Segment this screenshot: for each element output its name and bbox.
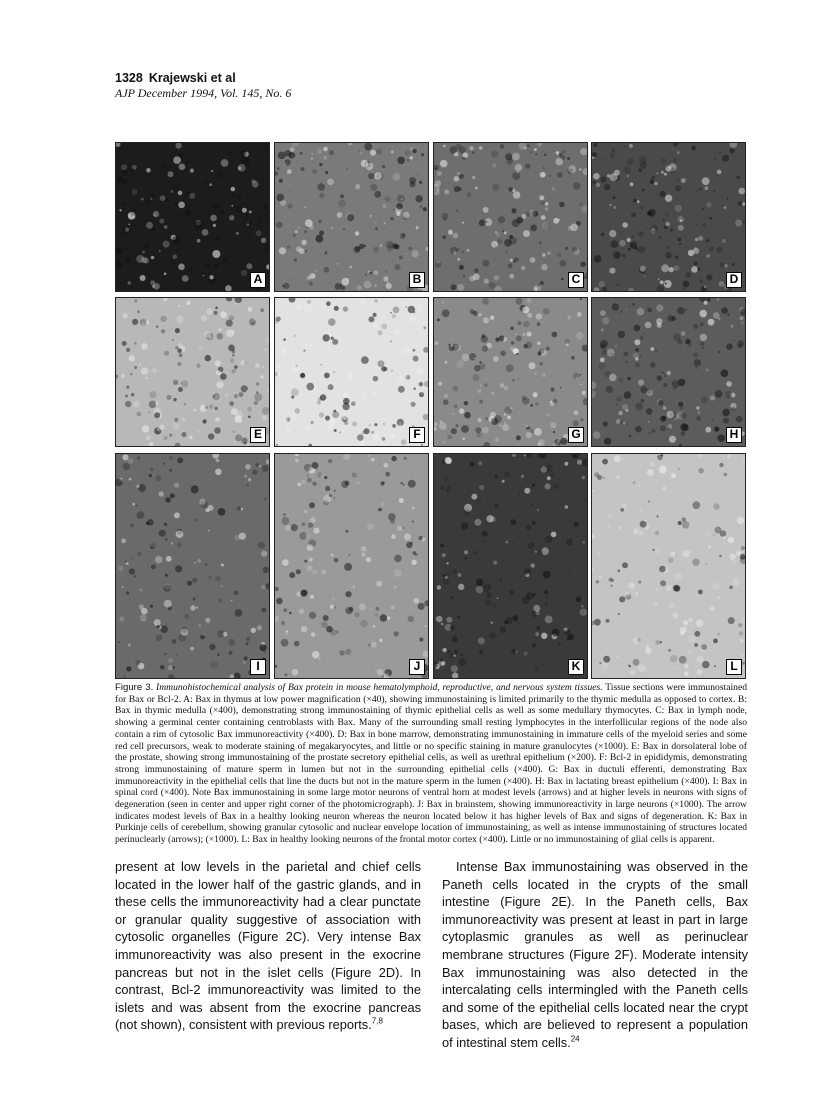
panel-d <box>591 142 746 292</box>
micrograph-c <box>434 143 587 291</box>
header-line-1 <box>115 71 675 86</box>
body-column-right <box>442 858 748 1052</box>
panel-c <box>433 142 588 292</box>
panel-g <box>433 297 588 447</box>
caption-title: Immunohistochemical analysis of Bax protein in mouse hematolymphoid, reproductive, and nervous system tissues. <box>156 682 603 693</box>
paragraph-text: present at low levels in the parietal and chief cells located in the lower half of the gastric glands, and in these cells the immunoreactivity had a clear punctate or granular quality suggestive of association with cytosolic organelles (Figure 2C). Very intense Bax immunoreactivity was also present in the exocrine pancreas but not in the islet cells (Figure 2D). In contrast, Bcl-2 immunoreactivity was limited to the islets and was absent from the exocrine pancreas (not shown), consistent with previous reports. <box>115 859 421 1033</box>
reference-superscript: 7,8 <box>371 1017 383 1027</box>
panel-label-l: L <box>726 659 742 675</box>
panel-label-i: I <box>250 659 266 675</box>
panel-label-d: D <box>726 272 742 288</box>
header-authors: Krajewski et al <box>148 71 236 85</box>
paragraph <box>115 858 421 1034</box>
body-column-left <box>115 858 421 1034</box>
reference-superscript: 24 <box>570 1034 580 1044</box>
paragraph-text: Intense Bax immunostaining was observed in the Paneth cells located in the crypts of the small intestine (Figure 2E). In the Paneth cells, Bax immunoreactivity was present at least in part in large cytoplasmic granules as well as perinuclear membrane structures (Figure 2F). Moderate intensity Bax immunostaining was also detected in the intercalating cells intermingled with the Paneth cells and some of the epithelial cells located near the crypt bases, which are believed to represent a population of intestinal stem cells. <box>442 859 748 1050</box>
micrograph-d <box>592 143 745 291</box>
running-header <box>115 71 675 100</box>
panel-b <box>274 142 429 292</box>
panel-label-e: E <box>250 427 266 443</box>
panel-label-g: G <box>568 427 584 443</box>
micrograph-g <box>434 298 587 446</box>
panel-label-h: H <box>726 427 742 443</box>
panel-f <box>274 297 429 447</box>
micrograph-k <box>434 454 587 678</box>
panel-l <box>591 453 746 679</box>
panel-i <box>115 453 270 679</box>
panel-label-b: B <box>409 272 425 288</box>
figure-caption <box>115 682 747 846</box>
panel-a <box>115 142 270 292</box>
panel-label-a: A <box>250 272 266 288</box>
micrograph-f <box>275 298 428 446</box>
caption-body: Tissue sections were immunostained for Bax or Bcl-2. A: Bax in thymus at low power magnification (×40), showing immunostaining is limited primarily to the thymic medulla as opposed to cortex. B: Bax in thymic medulla (×400), demonstrating strong immunostaining of thymic epithelial cells as well as some medullary thymocytes. C: Bax in lymph node, showing a germinal center containing centroblasts with Bax. Many of the surrounding small resting lymphocytes in the interfollicular regions of the node also contain a rim of cytosolic Bax immunoreactivity (×400). D: Bax in bone marrow, demonstrating immunostaining in immature cells of the myeloid series and some red cell precursors, weak to moderate staining of megakaryocytes, and little or no specific staining in mature granulocytes (×1000). E: Bax in dorsolateral lobe of the prostate, showing strong immunostaining of the prostate secretory epithelial cells, as well as urethral epithelium (×200). F: Bcl-2 in epididymis, demonstrating strong immunostaining of mature sperm in lumen but not in the surrounding epithelial cells (×400). G: Bax in ductuli efferenti, demonstrating Bax immunoreactivity in the epithelial cells that line the ducts but not in the mature sperm in the lumen (×400). H: Bax in lactating breast epithelium (×400). I: Bax in spinal cord (×400). Note Bax immunostaining in some large motor neurons of ventral horn at modest levels (arrows) and at higher levels in neurons with signs of degeneration (seen in center and upper right corner of the photomicrograph). J: Bax in brainstem, showing immunoreactivity in large neurons (×1000). The arrow indicates modest levels of Bax in a healthy looking neuron whereas the neuron located below it has higher levels of Bax and signs of degeneration. K: Bax in Purkinje cells of cerebellum, showing granular cytosolic and nuclear envelope location of immunostaining, as well as intense immunostaining of structures located perinuclearly (arrows); (×1000). L: Bax in healthy looking neurons of the frontal motor cortex (×400). Little or no immunostaining of glial cells is apparent. <box>115 682 747 846</box>
panel-j <box>274 453 429 679</box>
micrograph-j <box>275 454 428 678</box>
micrograph-a <box>116 143 269 291</box>
figure-3-micrograph-grid <box>115 142 745 679</box>
journal-citation: AJP December 1994, Vol. 145, No. 6 <box>115 86 292 100</box>
page-number: 1328 <box>115 71 143 85</box>
micrograph-l <box>592 454 745 678</box>
panel-e <box>115 297 270 447</box>
micrograph-b <box>275 143 428 291</box>
panel-h <box>591 297 746 447</box>
micrograph-h <box>592 298 745 446</box>
panel-label-j: J <box>409 659 425 675</box>
panel-label-k: K <box>568 659 584 675</box>
panel-label-f: F <box>409 427 425 443</box>
panel-k <box>433 453 588 679</box>
micrograph-e <box>116 298 269 446</box>
paragraph <box>442 858 748 1052</box>
panel-label-c: C <box>568 272 584 288</box>
caption-figure-label: Figure 3. <box>115 682 154 693</box>
micrograph-i <box>116 454 269 678</box>
